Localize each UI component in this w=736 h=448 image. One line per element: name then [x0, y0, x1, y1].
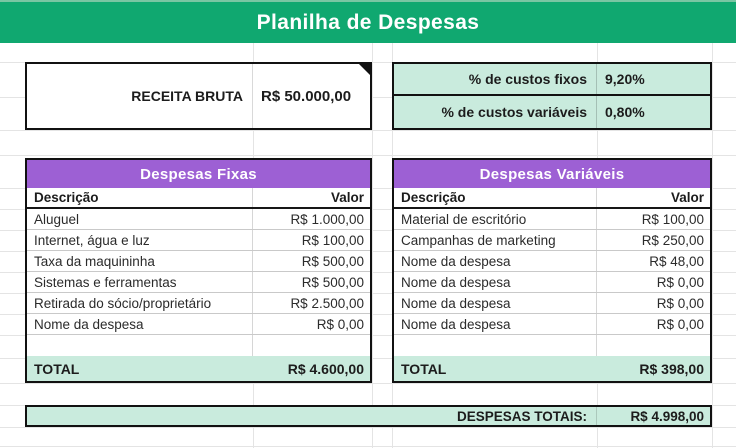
fixed-costs-percent-value-cell[interactable]: 9,20%	[605, 71, 645, 87]
table-row[interactable]	[27, 293, 370, 314]
expense-description-cell[interactable]: Nome da despesa	[394, 314, 597, 334]
expense-value-cell[interactable]: R$ 250,00	[641, 232, 704, 248]
gross-revenue-value-cell[interactable]: R$ 50.000,00	[261, 87, 352, 105]
grand-total-label: DESPESAS TOTAIS:	[27, 407, 597, 425]
gridline	[0, 155, 736, 156]
fixed-costs-percent-row	[394, 64, 710, 96]
expense-value-cell[interactable]: R$ 100,00	[641, 211, 704, 227]
variable-expenses-total-row	[394, 356, 710, 381]
table-row[interactable]	[27, 314, 370, 335]
variable-costs-percent-row	[394, 96, 710, 128]
fixed-expenses-title: Despesas Fixas	[27, 160, 370, 188]
expense-description-cell[interactable]: Material de escritório	[394, 209, 597, 229]
fixed-expenses-table	[25, 158, 372, 383]
table-row[interactable]	[394, 230, 710, 251]
column-header-value: Valor	[330, 190, 364, 205]
empty-value-cell[interactable]	[253, 335, 370, 356]
cost-percentages-box	[392, 62, 712, 130]
expense-value-cell[interactable]: R$ 0,00	[656, 316, 704, 332]
grand-total-bar	[25, 405, 712, 427]
variable-expenses-total-value-cell[interactable]: R$ 398,00	[639, 360, 704, 377]
gridline	[372, 43, 373, 448]
column-header-description: Descrição	[27, 188, 253, 207]
table-row[interactable]	[394, 209, 710, 230]
expense-value-cell[interactable]: R$ 48,00	[649, 253, 704, 269]
fixed-expenses-total-row	[27, 356, 370, 381]
variable-costs-percent-value-cell[interactable]: 0,80%	[605, 104, 645, 120]
title-bar	[0, 0, 736, 43]
variable-expenses-header-row	[394, 188, 710, 209]
empty-value-cell[interactable]	[597, 335, 710, 356]
gridline	[0, 130, 736, 131]
table-row[interactable]	[394, 251, 710, 272]
expense-value-cell[interactable]: R$ 1.000,00	[290, 211, 364, 227]
table-row[interactable]	[394, 272, 710, 293]
table-row[interactable]	[394, 314, 710, 335]
variable-expenses-table	[392, 158, 712, 383]
expense-value-cell[interactable]: R$ 0,00	[316, 316, 364, 332]
variable-expenses-title: Despesas Variáveis	[394, 160, 710, 188]
total-label: TOTAL	[34, 360, 80, 377]
expense-description-cell[interactable]: Nome da despesa	[27, 314, 253, 334]
gridline	[0, 427, 736, 428]
folded-corner-icon	[359, 64, 370, 75]
table-row[interactable]	[394, 293, 710, 314]
table-row[interactable]	[27, 230, 370, 251]
expense-description-cell[interactable]: Retirada do sócio/proprietário	[27, 293, 253, 313]
expense-description-cell[interactable]: Nome da despesa	[394, 272, 597, 292]
fixed-expenses-header-row	[27, 188, 370, 209]
fixed-expenses-total-value-cell[interactable]: R$ 4.600,00	[287, 360, 364, 377]
empty-description-cell[interactable]	[27, 335, 253, 356]
page-title: Planilha de Despesas	[256, 10, 480, 34]
expense-value-cell[interactable]: R$ 500,00	[301, 274, 364, 290]
fixed-costs-percent-label: % de custos fixos	[394, 64, 597, 94]
table-row[interactable]	[27, 209, 370, 230]
grand-total-value-cell[interactable]: R$ 4.998,00	[630, 408, 704, 424]
expense-value-cell[interactable]: R$ 2.500,00	[290, 295, 364, 311]
total-label: TOTAL	[401, 360, 447, 377]
expense-description-cell[interactable]: Sistemas e ferramentas	[27, 272, 253, 292]
table-row[interactable]	[27, 272, 370, 293]
empty-description-cell[interactable]	[394, 335, 597, 356]
expense-description-cell[interactable]: Campanhas de marketing	[394, 230, 597, 250]
gridline	[0, 446, 736, 447]
expense-value-cell[interactable]: R$ 100,00	[301, 232, 364, 248]
expense-description-cell[interactable]: Aluguel	[27, 209, 253, 229]
table-row[interactable]	[27, 251, 370, 272]
expense-description-cell[interactable]: Taxa da maquininha	[27, 251, 253, 271]
expense-value-cell[interactable]: R$ 500,00	[301, 253, 364, 269]
expense-value-cell[interactable]: R$ 0,00	[656, 295, 704, 311]
column-header-value: Valor	[670, 190, 704, 205]
empty-row[interactable]	[27, 335, 370, 356]
gridline	[0, 383, 736, 384]
gross-revenue-box	[25, 62, 372, 130]
expense-description-cell[interactable]: Internet, água e luz	[27, 230, 253, 250]
empty-row[interactable]	[394, 335, 710, 356]
gridline	[712, 43, 713, 448]
expense-description-cell[interactable]: Nome da despesa	[394, 293, 597, 313]
gross-revenue-label: RECEITA BRUTA	[27, 64, 253, 128]
variable-costs-percent-label: % de custos variáveis	[394, 96, 597, 128]
expense-description-cell[interactable]: Nome da despesa	[394, 251, 597, 271]
expense-value-cell[interactable]: R$ 0,00	[656, 274, 704, 290]
column-header-description: Descrição	[394, 188, 597, 207]
